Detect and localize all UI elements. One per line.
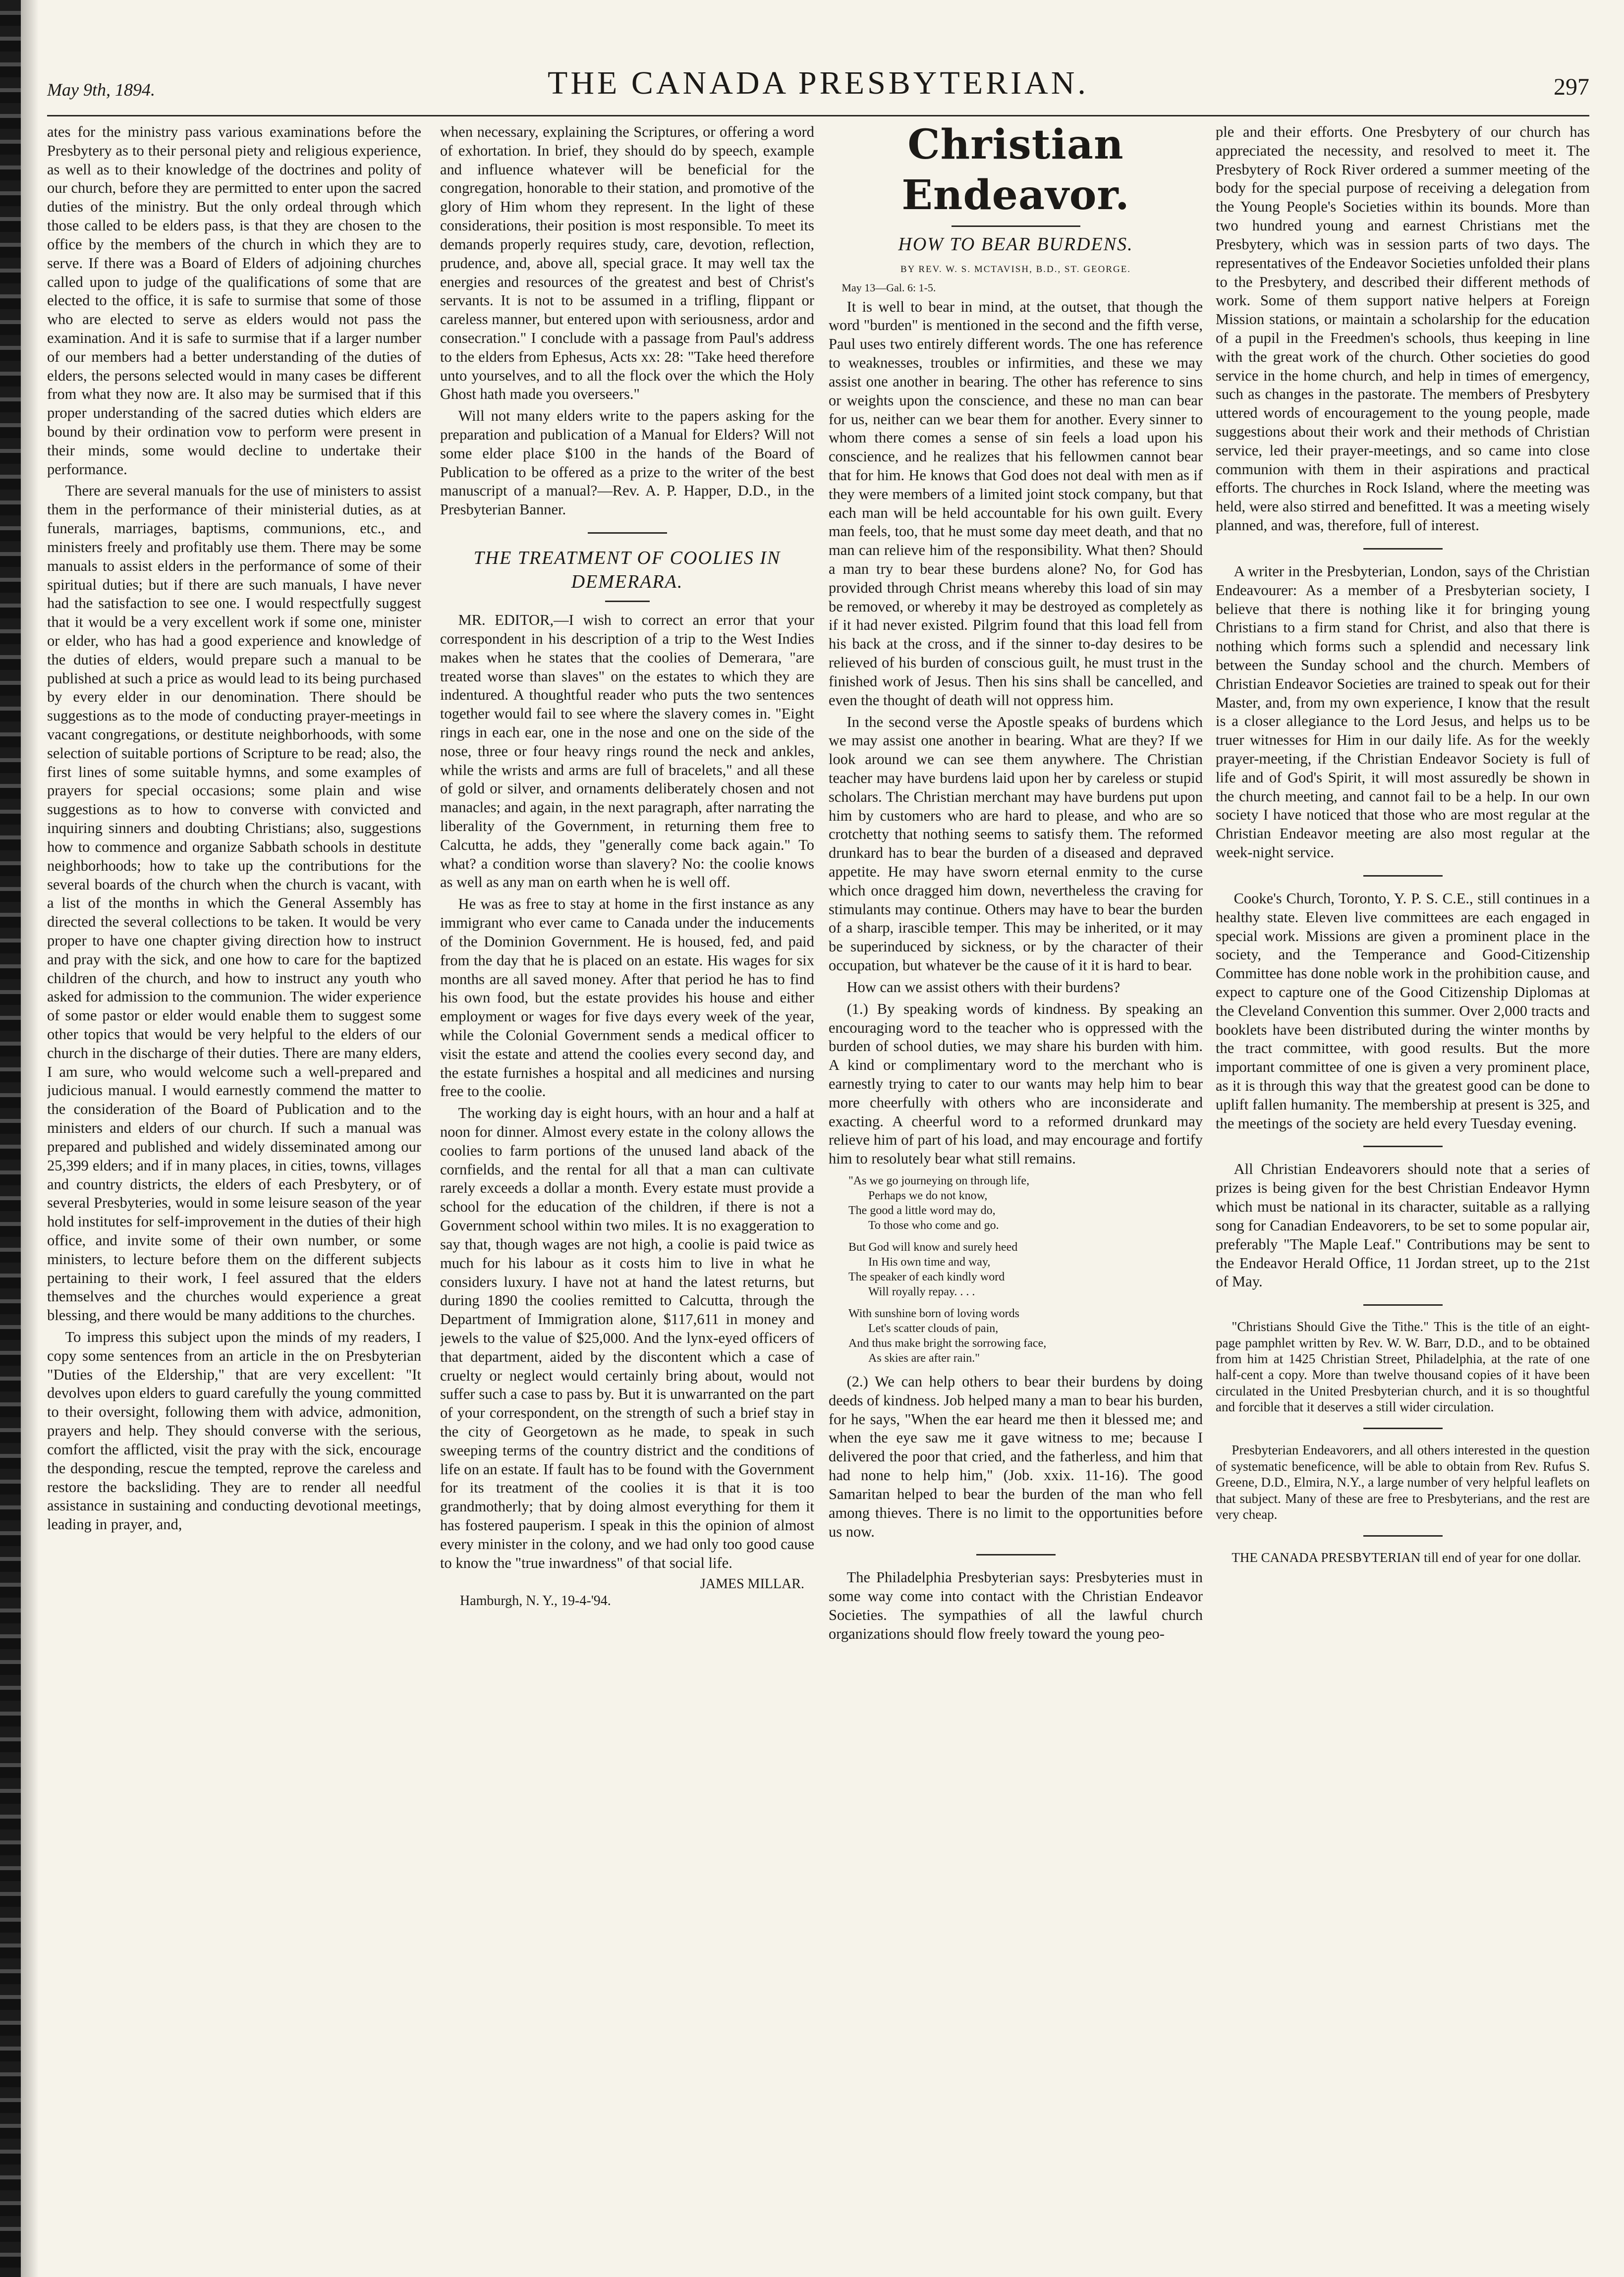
paragraph: A writer in the Presbyterian, London, says of the Christian Endeavourer: As a member of a Presbyterian society, I believe that there is nothing like it for bringing young Christians to a firm stand for Christ, and also that there is nothing which forms such a splendid and necessary link between the Sunday school and the church. Members of Christian Endeavor Societies are trained to speak out for their Master, and, from my own experience, I know that the result is a closer allegiance to the Lord Jesus, and helps us to be truer witnesses for Him in our daily life. As for the weekly prayer-meeting, if the Christian Endeavor Society is full of life and of God's Spirit, it will most assuredly be shown in the church meeting, and cannot fail to be a help. In our own society I have noticed that those who are most regular at the Christian Endeavor meeting are also most regular at the week-night service. [1216,562,1590,861]
paragraph: The working day is eight hours, with an hour and a half at noon for dinner. Almost every estate in the colony allows the coolies to farm portions of the unused land aback of the cornfields, and the rental for all that a man can cultivate rarely exceeds a dollar a month. Every estate must provide a school for the education of the children, if there is not a Government school within two miles. It is no exaggeration to say that, though wages are not high, a coolie is paid twice as much for his labour as it costs him to live in what he considers luxury. I have not at hand the latest returns, but during 1890 the coolies remitted to Calcutta, through the Department of Immigration alone, $117,611 in money and jewels to the value of $25,000. And the lynx-eyed officers of that department, aided by the discontent which a case of cruelty or neglect would certainly bring about, would not suffer such a case to pass by. But it is unwarranted on the part of your correspondent, on the strength of such a brief stay in the city of Georgetown as he made, to speak in such sweeping terms of the country district and the conditions of life on an estate. If fault has to be found with the Government for its treatment of the coolies it is that it is too grandmotherly; that by doing almost everything for them it has fostered pauperism. I speak in this the opinion of almost every minister in the colony, and we had only too good cause to know the "true inwardness" of that social life. [440,1105,814,1571]
article-title: THE TREATMENT OF COOLIES IN DEMERARA. [473,548,781,592]
poem-line: Will royally repay. . . . [868,1285,975,1299]
poem-line: Perhaps we do not know, [868,1189,988,1203]
poem-line: And thus make bright the sorrowing face, [848,1337,1047,1350]
page-number: 297 [1554,74,1589,100]
divider [1363,1535,1443,1537]
paragraph: MR. EDITOR,—I wish to correct an error that your correspondent in his description of a trip to the West Indies makes when he states that the coolies of Demerara, "are treated worse than slaves" on the estates to which they are indentured. A thoughtful reader who puts the two sentences together would fail to see where the slavery comes in. "Eight rings in each ear, one in the nose and one on the side of the nose, three or four heavy rings round the neck and ankles, while the wrists and arms are full of bracelets," and all these of gold or silver, and ornaments deliberately chosen and not manacles; and again, in the next paragraph, after narrating the liberality of the Government, in returning them free to Calcutta, he adds, they "generally come back again." To what? a condition worse than slavery? No: the coolie knows as well as any man on earth when he is well off. [440,611,814,891]
poem-line: The good a little word may do, [848,1204,996,1218]
divider [952,225,1080,227]
paragraph: "Christians Should Give the Tithe." This is the title of an eight-page pamphlet written by Rev. W. W. Barr, D.D., and to be obtained from him at 1425 Christian Street, Philadelphia, at the rate of one half-cent a copy. More than twelve thousand copies of it have been circulated in the United Presbyterian church, and it is so thoughtful and forcible that it deserves a still wider circulation. [1216,1319,1590,1415]
divider [1363,548,1443,550]
poem-line: Let's scatter clouds of pain, [868,1322,999,1335]
poem-stanza [848,1173,1203,1233]
paragraph: He was as free to stay at home in the first instance as any immigrant who ever came to Canada under the inducements of the Dominion Government. He is housed, fed, and paid from the day that he is placed on an estate. His wages for six months are all saved money. After that period he has to find his own food, but the estate provides his house and either employment or wages for five days every week of the year, while the Colonial Government sends a medical officer to visit the estate and attend the coolies every second day, and the estate furnishes a hospital and all medicines and nursing free to the coolie. [440,895,814,1100]
paragraph: (1.) By speaking words of kindness. By speaking an encouraging word to the teacher who is oppressed with the burden of school duties, we may share his burden with him. A kind or complimentary word to the merchant who is earnestly trying to cater to our wants may help him to bear more cheerfully with others who are inconsiderate and exacting. A cheerful word to a reformed drunkard may relieve him of part of his load, and may encourage and fortify him to resolutely bear what still remains. [829,1000,1203,1167]
poem-line: "As we go journeying on through life, [848,1174,1030,1188]
divider [588,532,667,534]
paragraph: Presbyterian Endeavorers, and all others interested in the question of systematic beneficence, will be able to obtain from Rev. Rufus S. Greene, D.D., Elmira, N.Y., a large number of very helpful leaflets on that subject. Many of these are free to Presbyterians, and the rest are very cheap. [1216,1443,1590,1522]
poem-line: But God will know and surely heed [848,1241,1018,1254]
divider [1363,1146,1443,1147]
header-title: THE CANADA PRESBYTERIAN. [548,65,1089,101]
paragraph: THE CANADA PRESBYTERIAN till end of year for one dollar. [1232,1550,1581,1565]
poem [848,1173,1203,1366]
scripture-reference: May 13—Gal. 6: 1-5. [841,281,936,294]
poem-stanza [848,1306,1203,1366]
signature: JAMES MILLAR. [700,1576,804,1592]
header-rule [47,115,1589,116]
paragraph: To impress this subject upon the minds of my readers, I copy some sentences from an article in the on Presbyterian "Duties of the Eldership," that are very excellent: "It devolves upon elders to guard carefully the young committed to their oversight, following them with advice, admonition, prayers and help. They should converse with the serious, comfort the afflicted, visit the pray with the sick, encourage the desponding, rescue the tempted, reprove the careless and restore the backsliding. They are to render all needful assistance in sustaining and conducting devotional meetings, leading in prayer, and, [47,1329,421,1533]
divider [605,601,650,602]
divider [1363,875,1443,877]
paragraph: Cooke's Church, Toronto, Y. P. S. C.E., still continues in a healthy state. Eleven live committees are each engaged in special work. Missions are given a prominent place in the society, and the Temperance and Good-Citizenship Committee has done noble work in the prohibition cause, and expect to capture one of the Good Citizenship Diplomas at the Cleveland Convention this summer. Over 2,000 tracts and booklets have been distributed during the winter months by the tract committee, with good results. But the more important committee of one is given a very prominent place, as it is through this way that the greatest good can be done to uplift fallen humanity. The membership at present is 325, and the meetings of the society are held every Tuesday evening. [1216,889,1590,1132]
poem-line: With sunshine born of loving words [848,1307,1020,1321]
column-2 [440,123,814,2232]
page-header [47,64,1589,109]
binding-shadow [21,0,39,2277]
column-3 [829,123,1203,2232]
column-1 [47,123,421,2232]
paragraph: (2.) We can help others to bear their burdens by doing deeds of kindness. Job helped many a man to bear his burden, for he says, "When the ear heard me then it blessed me; and when the eye saw me it gave witness to me; because I delivered the poor that cried, and the fatherless, and him that had none to help him," (Job. xxix. 11-16). The good Samaritan helped to bear the burden of the man who fell among thieves. There is no limit to the opportunities before us now. [829,1373,1203,1540]
divider [1363,1428,1443,1429]
section-heading: Christian Endeavor. [901,123,1130,219]
header-date: May 9th, 1894. [47,80,155,100]
paragraph: Will not many elders write to the papers asking for the preparation and publication of a Manual for Elders? Will not some elder place $100 in the hands of the Board of Publication to be offered as a prize to the writer of the best manuscript of a manual?—Rev. A. P. Happer, D.D., in the Presbyterian Banner. [440,407,814,518]
paragraph: In the second verse the Apostle speaks of burdens which we may assist one another in bearing. What are they? If we look around we can see them anywhere. The Christian teacher may have burdens laid upon her by careless or stupid scholars. The Christian merchant may have burdens put upon him by customers who are hard to please, and who are so crotchetty that nothing seems to satisfy them. The reformed drunkard has to bear the burden of a diseased and depraved appetite. He may have sworn eternal enmity to the curse which once dragged him down, nevertheless the craving for stimulants may continue. Others may have to bear the burden of a sharp, irascible temper. This may be inherited, or it may be superinduced by sickness, or by the character of their occupation, but whatever be the cause of it it is hard to bear. [829,713,1203,974]
column-4 [1216,123,1590,2232]
divider [1363,1304,1443,1306]
poem-line: As skies are after rain." [868,1352,980,1365]
paragraph: It is well to bear in mind, at the outset, that though the word "burden" is mentioned in the second and the fifth verse, Paul uses two entirely different words. The one has reference to weaknesses, troubles or infirmities, and these we may assist one another in bearing. The other has reference to sins or weights upon the conscience, and these no man can bear for us, neither can we bear them for another. Every sinner to whom there comes a sense of sin feels a load upon his conscience, and he realizes that his fellowmen cannot bear that for him. He knows that God does not deal with men as if they were members of a limited joint stock company, but that each man will be held accountable for his own guilt. Every man feels, too, that he must some day meet death, and that no man can relieve him of the responsibility. What then? Should a man try to bear these burdens alone? No, for God has provided through Christ means whereby this load of sin may be removed, or whereby it may be destroyed as completely as if it had never existed. Pilgrim found that this load fell from his back at the cross, and if the sinner to-day desires to be relieved of his burden of conscious guilt, he must trust in the finished work of Jesus. Then his sins shall be cancelled, and even the thought of death will not oppress him. [829,298,1203,709]
divider [976,1554,1056,1555]
poem-line: The speaker of each kindly word [848,1271,1005,1284]
article-title: HOW TO BEAR BURDENS. [898,234,1133,255]
poem-line: In His own time and way, [868,1256,991,1269]
signature-place: Hamburgh, N. Y., 19-4-'94. [460,1593,611,1609]
paragraph: How can we assist others with their burdens? [846,978,1120,996]
binding-edge [0,0,21,2277]
paragraph: ates for the ministry pass various examinations before the Presbytery as to their personal piety and religious experience, as well as to their knowledge of the doctrines and polity of our church, before they are permitted to enter upon the sacred duties of the ministry. But the only ordeal through which those called to be elders pass, is that they are chosen to the office by the members of the church in which they are to serve. If there was a Board of Elders of adjoining churches called upon to judge of the qualifications of some that are elected to the office, it is safe to surmise that some of those who are elected to serve as elders would not pass the examination. And it is safe to surmise that if a larger number of our members had a better understanding of the duties of elders, the persons selected would in many cases be different from what they now are. It also may be surmised that if this proper understanding of the sacred duties which elders are bound by their ordination vow to perform were present in their minds, some would decline to undertake their performance. [47,123,421,478]
paragraph: when necessary, explaining the Scriptures, or offering a word of exhortation. In brief, they should do by speech, example and influence whatever will be beneficial for the congregation, honorable to their station, and promotive of the glory of Him whom they represent. In the light of these considerations, their position is most responsible. To meet its demands properly requires study, care, devotion, reflection, prudence, and, above all, special grace. It may well tax the energies and resources of the greatest and best of Christ's servants. It is not to be assumed in a trifling, flippant or careless manner, but entered upon with seriousness, ardor and consecration." I conclude with a passage from Paul's address to the elders from Ephesus, Acts xx: 28: "Take heed therefore unto yourselves, and to all the flock over the which the Holy Ghost hath made you overseers." [440,123,814,403]
poem-line: To those who come and go. [868,1219,999,1232]
poem-stanza [848,1240,1203,1299]
paragraph: ple and their efforts. One Presbytery of our church has appreciated the necessity, and resolved to meet it. The Presbytery of Rock River ordered a summer meeting of the body for the special purpose of receiving a delegation from the Young People's Societies within its bounds. More than two hundred young and earnest Christians met the Presbytery, which was in session parts of two days. The representatives of the Endeavor Societies unfolded their plans to the Presbytery, and described their different methods of work. Some of them support native helpers at Foreign Mission stations, or maintain a scholarship for the education of a pupil in the Freedmen's schools, thus keeping in line with the great work of the church. Other societies do good service in the home church, and help in times of emergency, such as changes in the pastorate. The members of Presbytery uttered words of encouragement to the young people, made suggestions about their work and their methods of Christian service, led their prayer-meetings, and so came into close communion with them in their aspirations and practical efforts. The churches in Rock Island, where the meeting was held, were also stirred and benefitted. It was a meeting wisely planned, and was, therefore, full of interest. [1216,123,1590,534]
paragraph: All Christian Endeavorers should note that a series of prizes is being given for the best Christian Endeavor Hymn which must be national in its character, suitable as a rallying song for Canadian Endeavorers, to be set to some popular air, preferably "The Maple Leaf." Contributions may be sent to the Endeavor Herald Office, 11 Jordan street, up to the 21st of May. [1216,1161,1590,1290]
paragraph: There are several manuals for the use of ministers to assist them in the performance of their ministerial duties, as at funerals, marriages, baptisms, communions, etc., and ministers freely and profitably use them. There may be some manuals to assist elders in the performance of some of their spiritual duties; but if there are such manuals, I have never had the satisfaction to see one. I would respectfully suggest that it would be a very excellent work if some one, minister or elder, who has had a good experience and knowledge of the duties of elders, would prepare such a manual to be published at such a price as would lead to its being purchased by every elder in our denomination. There should be suggestions as to the mode of conducting prayer-meetings in vacant congregations, or destitute neighborhoods, with some selection of suitable portions of Scripture to be read; also, the first lines of some suitable hymns, and some examples of prayers for special occasions; some plain and wise suggestions as to how to converse with convicted and inquiring sinners and doubting Christians; also, suggestions how to commence and organize Sabbath schools in destitute neighborhoods; how to take up the contributions for the several boards of the church when the church is vacant, with a list of the months in which the General Assembly has directed the several collections to be taken. It would be very proper to have one chapter giving direction how to instruct and pray with the sick, and one how to care for the baptized children of the church, and how to instruct any youth who asked for admission to the communion. The wider experience of some pastor or elder would enable them to suggest some other topics that would be very helpful to the elders of our church in the discharge of their duties. There are many elders, I am sure, who would welcome such a well-prepared and judicious manual. I would earnestly commend the matter to the consideration of the Board of Publication and to the ministers and elders of our church. If such a manual was prepared and published and widely disseminated among our 25,399 elders; and if in many places, in cities, towns, villages and country districts, the elders of each Presbytery, or of several Presbyteries, would in some leisure season of the year hold institutes for self-improvement in the duties of their high office, and invite some of their own number, or some ministers, to lecture before them on the different subjects pertaining to their work, I feel assured that the elders themselves and the churches would experience a great blessing, and there would be many additions to the churches. [47,482,421,1324]
paragraph: The Philadelphia Presbyterian says: Presbyteries must in some way come into contact with the Christian Endeavor Societies. The sympathies of all the lawful church organizations should flow freely toward the young peo- [829,1569,1203,1642]
byline: BY REV. W. S. MCTAVISH, B.D., ST. GEORGE. [900,264,1131,275]
